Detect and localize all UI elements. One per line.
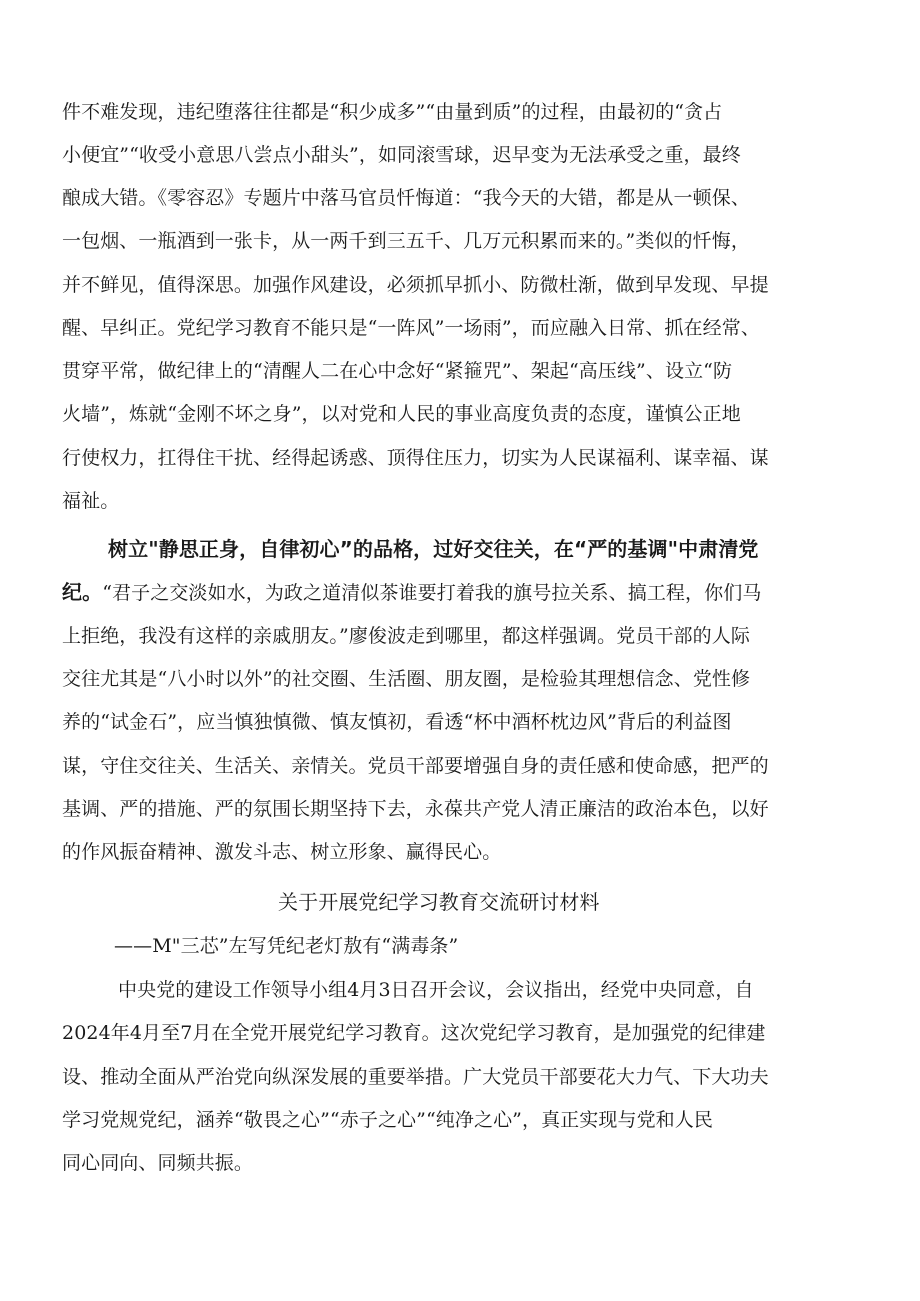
paragraph-1-line-4: 一包烟、一瓶酒到一张卡，从一两千到三五千、几万元积累而来的。”类似的忏悔， <box>62 230 750 252</box>
paragraph-2-line-2: 上拒绝，我没有这样的亲戚朋友。”廖俊波走到哪里，都这样强调。党员干部的人际 <box>62 625 750 647</box>
paragraph-1-line-6: 醒、早纠正。党纪学习教育不能只是“一阵风”一场雨”，而应融入日常、抓在经常、 <box>62 317 760 339</box>
section-title: 关于开展党纪学习教育交流研讨材料 <box>278 890 600 914</box>
paragraph-1-line-10: 福祉。 <box>62 490 120 512</box>
paragraph-3-line-3: 设、推动全面从严治党向纵深发展的重要举措。广大党员干部要花大力气、下大功夫 <box>62 1066 769 1088</box>
paragraph-2-line-7: 的作风振奋精神、激发斗志、树立形象、赢得民心。 <box>62 841 502 863</box>
paragraph-3-line-2: 2024年4月至7月在全党开展党纪学习教育。这次党纪学习教育，是加强党的纪律建 <box>62 1022 766 1044</box>
paragraph-1-line-2: 小便宜”“收受小意思八尝点小甜头”，如同滚雪球，迟早变为无法承受之重，最终 <box>62 144 741 166</box>
paragraph-2-line-5: 谋，守住交往关、生活关、亲情关。党员干部要增强自身的责任感和使命感，把严的 <box>62 755 769 777</box>
paragraph-3-line-1: 中央党的建设工作领导小组4月3日召开会议，会议指出，经党中央同意，自 <box>118 979 754 1001</box>
paragraph-2-heading: 树立"静思正身，自律初心”的品格，过好交往关，在“严的基调"中肃清党 <box>108 537 759 561</box>
paragraph-1-line-8: 火墙”，炼就“金刚不坏之身”，以对党和人民的事业高度负责的态度，谨慎公正地 <box>62 403 741 425</box>
paragraph-3-line-5: 同心同向、同频共振。 <box>62 1152 254 1174</box>
paragraph-3-line-4: 学习党规党纪，涵养“敬畏之心”“赤子之心”“纯净之心”，真正实现与党和人民 <box>62 1109 713 1131</box>
paragraph-2-heading-end: 纪。 <box>62 580 103 604</box>
paragraph-2-line-1 <box>62 572 761 612</box>
paragraph-1-line-1: 件不难发现，违纪堕落往往都是“积少成多”“由量到质”的过程，由最初的“贪占 <box>62 101 723 123</box>
paragraph-2-line-3: 交往尤其是“八小时以外”的社交圈、生活圈、朋友圈，是检验其理想信念、党性修 <box>62 668 751 690</box>
section-subtitle: ——M"三芯”左写凭纪老灯敖有“满毒条” <box>114 935 459 957</box>
paragraph-2-line-1-text: “君子之交淡如水，为政之道清似茶谁要打着我的旗号拉关系、搞工程，你们马 <box>102 582 762 604</box>
paragraph-1-line-5: 并不鲜见，值得深思。加强作风建设，必须抓早抓小、防微杜渐，做到早发现、早提 <box>62 274 769 296</box>
paragraph-1-line-3: 酿成大错。《零容忍》专题片中落马官员忏悔道：“我今天的大错，都是从一顿保、 <box>62 187 750 209</box>
paragraph-2-line-4: 养的“试金石”，应当慎独慎微、慎友慎初，看透“杯中酒杯枕边风”背后的利益图 <box>62 711 732 733</box>
paragraph-1-line-9: 行使权力，扛得住干扰、经得起诱惑、顶得住压力，切实为人民谋福利、谋幸福、谋 <box>62 447 769 469</box>
paragraph-1-line-7: 贯穿平常，做纪律上的“清醒人二在心中念好“紧箍咒”、架起“高压线”、设立“防 <box>62 360 733 382</box>
paragraph-2-line-6: 基调、严的措施、严的氛围长期坚持下去，永葆共产党人清正廉洁的政治本色，以好 <box>62 798 769 820</box>
